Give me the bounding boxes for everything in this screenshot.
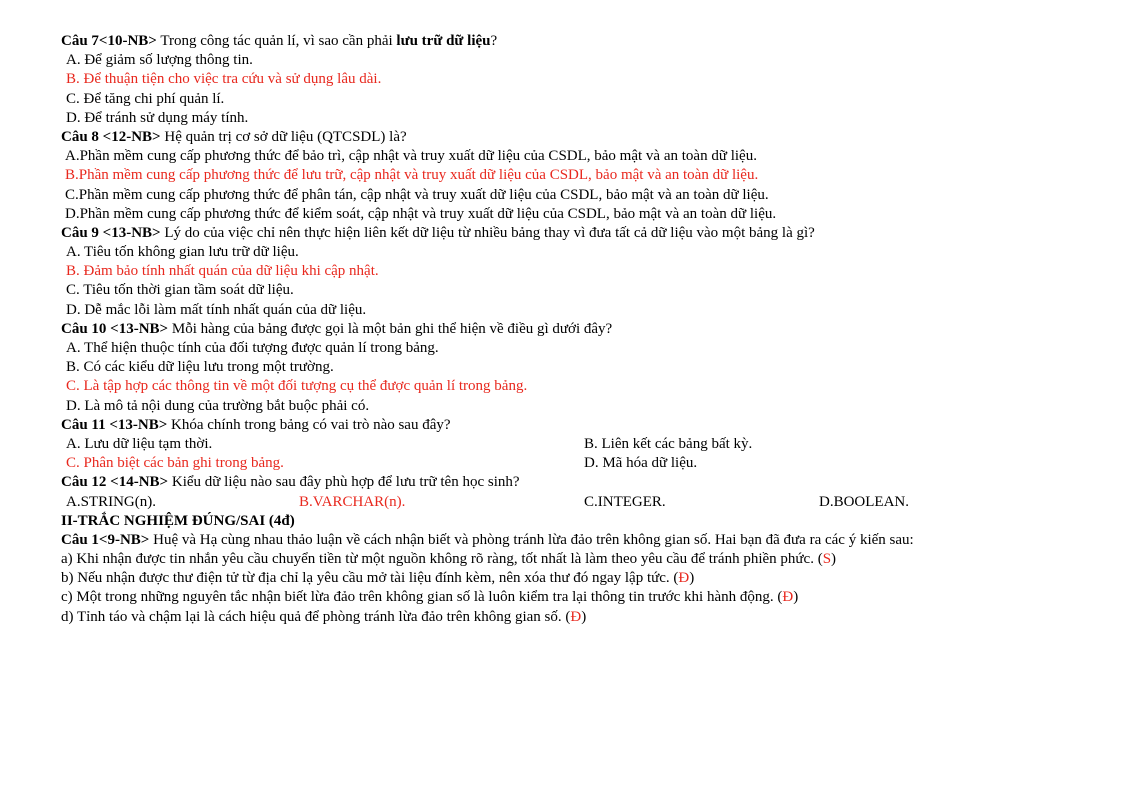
option-c-correct: C. Phân biệt các bản ghi trong bảng.: [66, 455, 284, 472]
option-d: D. Mã hóa dữ liệu.: [584, 455, 698, 472]
tf-answer-mark: Đ: [570, 608, 582, 625]
option-c-correct: C. Là tập hợp các thông tin về một đối tượng cụ thể được quản lí trong bảng.: [66, 378, 528, 395]
question-8: [61, 128, 1061, 147]
question-label: Câu 10 <13-NB>: [61, 320, 169, 337]
options-row: [61, 435, 1061, 454]
document-page: [61, 32, 1061, 627]
tf-item-text: a) Khi nhận được tin nhắn yêu cầu chuyển tiền từ một nguồn không rõ ràng, tốt nhất là làm theo yêu cầu để tránh phiền phức. (: [61, 551, 823, 568]
option-a: A.STRING(n).: [66, 493, 156, 510]
option-c: C. Tiêu tốn thời gian tầm soát dữ liệu.: [66, 282, 294, 299]
option-a: A.Phần mềm cung cấp phương thức để bảo trì, cập nhật và truy xuất dữ liệu của CSDL, bảo mật và an toàn dữ liệu.: [65, 148, 757, 165]
tf-answer-mark: S: [822, 551, 832, 568]
tf-item-text: d) Tỉnh táo và chậm lại là cách hiệu quả để phòng tránh lừa đảo trên không gian số. (: [61, 608, 571, 625]
option-c: C.INTEGER.: [584, 493, 666, 510]
option-b-correct: B. Đảm bảo tính nhất quán của dữ liệu khi cập nhật.: [66, 263, 379, 280]
option-c: C. Để tăng chi phí quản lí.: [66, 90, 225, 107]
options-row: [61, 454, 1061, 473]
question-label: Câu 12 <14-NB>: [61, 474, 169, 491]
tf-item-a: a) Khi nhận được tin nhắn yêu cầu chuyển tiền từ một nguồn không rõ ràng, tốt nhất là làm theo yêu cầu để tránh phiền phức. (S): [61, 551, 837, 568]
option-a: A. Để giảm số lượng thông tin.: [66, 52, 253, 69]
tf-answer-mark: Đ: [782, 589, 794, 606]
option-d: D. Là mô tả nội dung của trường bắt buộc phải có.: [66, 397, 370, 414]
option-a: A. Tiêu tốn không gian lưu trữ dữ liệu.: [66, 244, 299, 261]
option-a: A. Lưu dữ liệu tạm thời.: [66, 435, 213, 452]
question-text: Huệ và Hạ cùng nhau thảo luận về cách nhận biết và phòng tránh lừa đảo trên không gian số. Hai bạn đã đưa ra các ý kiến sau:: [149, 531, 914, 548]
question-label: Câu 7<10-NB>: [61, 33, 157, 49]
tf-question-1: [61, 531, 1061, 550]
option-d: D.BOOLEAN.: [819, 493, 909, 510]
question-label: Câu 1<9-NB>: [61, 531, 150, 548]
option-b-correct: B.VARCHAR(n).: [299, 493, 406, 510]
tf-item-d: d) Tỉnh táo và chậm lại là cách hiệu quả để phòng tránh lừa đảo trên không gian số. (Đ): [61, 608, 587, 625]
question-text-bold: lưu trữ dữ liệu: [396, 33, 491, 49]
option-d: D. Để tránh sử dụng máy tính.: [66, 109, 249, 126]
question-7: Câu 7<10-NB> Trong công tác quản lí, vì sao cần phải lưu trữ dữ liệu?: [61, 33, 498, 49]
question-9: [61, 224, 1061, 243]
question-text: Khóa chính trong bảng có vai trò nào sau đây?: [167, 416, 451, 433]
question-label: Câu 9 <13-NB>: [61, 224, 161, 241]
question-12: [61, 473, 1061, 492]
section-heading: II-TRẮC NGHIỆM ĐÚNG/SAI (4đ): [61, 512, 295, 529]
tf-item-b: b) Nếu nhận được thư điện tử từ địa chỉ lạ yêu cầu mở tài liệu đính kèm, nên xóa thư đó ngay lập tức. (Đ): [61, 570, 695, 587]
question-text: Mỗi hàng của bảng được gọi là một bản ghi thể hiện về điều gì dưới đây?: [168, 320, 613, 337]
question-label: Câu 8 <12-NB>: [61, 128, 161, 145]
option-b: B. Liên kết các bảng bất kỳ.: [584, 435, 753, 452]
tf-answer-mark: Đ: [678, 570, 690, 587]
option-b-correct: B.Phần mềm cung cấp phương thức để lưu trữ, cập nhật và truy xuất dữ liệu của CSDL, bảo mật và an toàn dữ liệu.: [65, 167, 759, 184]
tf-item-text: b) Nếu nhận được thư điện tử từ địa chỉ lạ yêu cầu mở tài liệu đính kèm, nên xóa thư đó ngay lập tức. (: [61, 570, 679, 587]
question-10: [61, 320, 1061, 339]
tf-item-text: c) Một trong những nguyên tắc nhận biết lừa đảo trên không gian số là luôn kiểm tra lại thông tin trước khi hành động. (: [61, 589, 783, 606]
option-b: B. Có các kiểu dữ liệu lưu trong một trường.: [66, 359, 334, 376]
question-text: Kiểu dữ liệu nào sau đây phù hợp để lưu trữ tên học sinh?: [168, 474, 520, 491]
option-b-correct: B. Để thuận tiện cho việc tra cứu và sử dụng lâu dài.: [66, 71, 382, 88]
option-c: C.Phần mềm cung cấp phương thức để phân tán, cập nhật và truy xuất dữ liệu của CSDL, bảo mật và an toàn dữ liệu.: [65, 186, 769, 203]
options-row: [61, 493, 1061, 512]
question-text: Lý do của việc chỉ nên thực hiện liên kết dữ liệu từ nhiều bảng thay vì đưa tất cả dữ liệu vào một bảng là gì?: [160, 224, 815, 241]
option-a: A. Thể hiện thuộc tính của đối tượng được quản lí trong bảng.: [66, 340, 439, 356]
option-d: D. Dễ mắc lỗi làm mất tính nhất quán của dữ liệu.: [66, 301, 367, 318]
question-text: Trong công tác quản lí, vì sao cần phải: [156, 33, 397, 49]
tf-item-c: c) Một trong những nguyên tắc nhận biết lừa đảo trên không gian số là luôn kiểm tra lại thông tin trước khi hành động. (Đ): [61, 589, 799, 606]
question-label: Câu 11 <13-NB>: [61, 416, 168, 433]
question-11: [61, 416, 1061, 435]
question-text: Hệ quản trị cơ sở dữ liệu (QTCSDL) là?: [160, 128, 407, 145]
option-d: D.Phần mềm cung cấp phương thức để kiểm soát, cập nhật và truy xuất dữ liệu của CSDL, bảo mật và an toàn dữ liệu.: [65, 205, 777, 222]
